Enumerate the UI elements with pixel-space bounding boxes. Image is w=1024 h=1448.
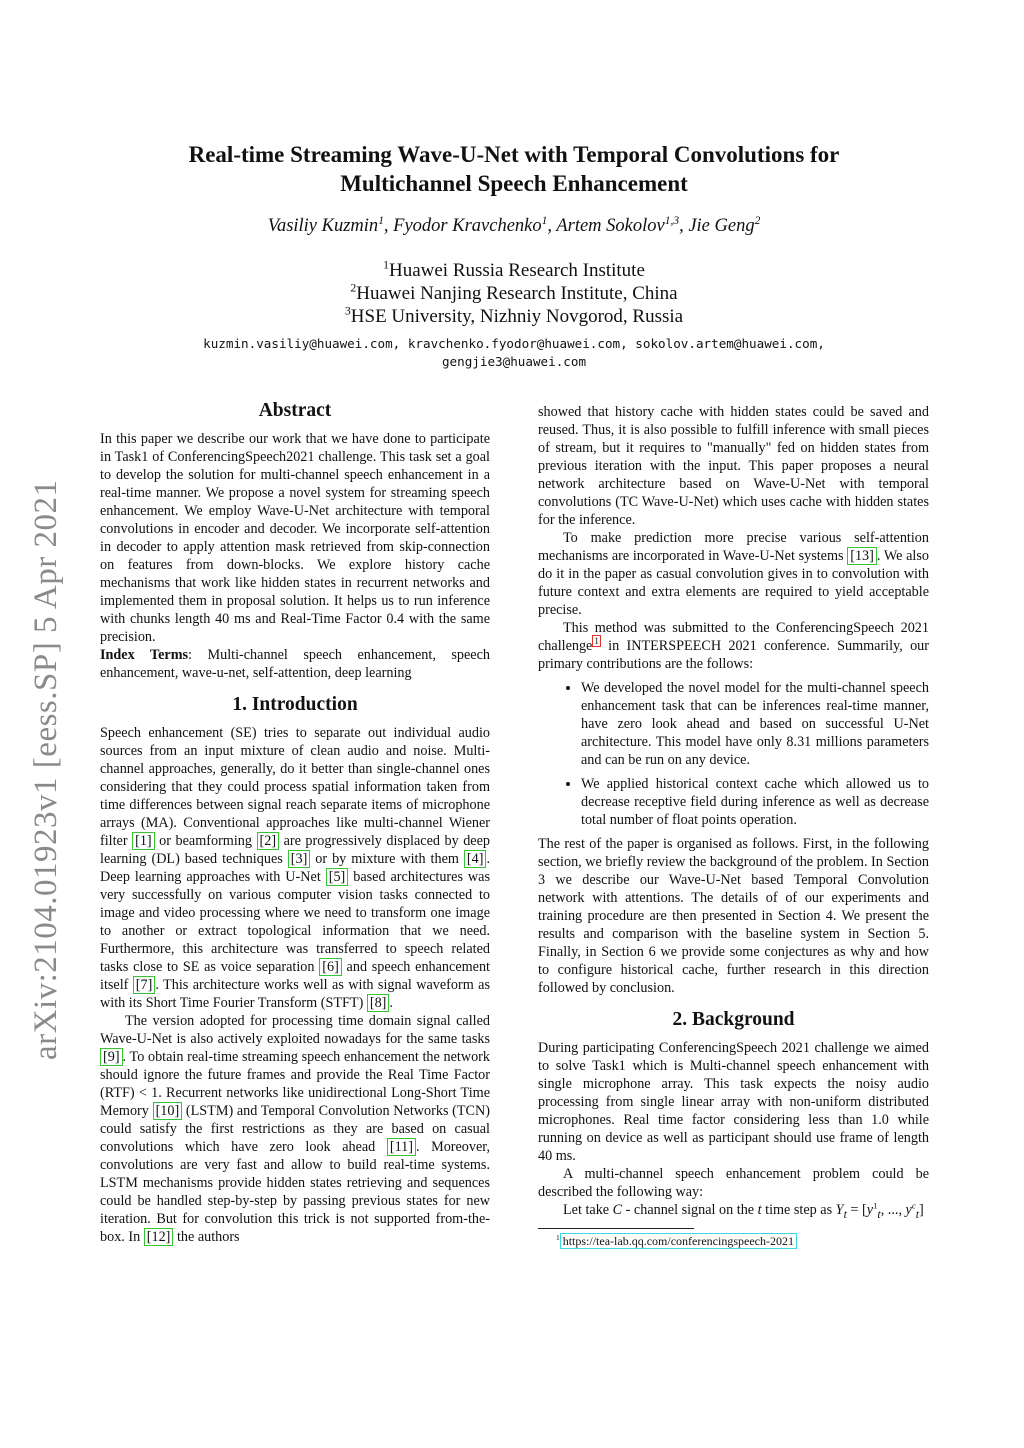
author-name: Vasiliy Kuzmin — [267, 216, 379, 236]
background-heading: 2. Background — [672, 1009, 795, 1030]
intro-paragraph-3: showed that history cache with hidden states could be saved and reused. Thus, it is also possible to fulfill inference with small pieces of stream, but it requires to "manually" fed on hidden states from previous iteration with the input. This paper proposes a neural network architecture based on Wave-U-Net with temporal convolutions (TC Wave-U-Net) which uses cache with hidden states for the inference. — [538, 404, 929, 528]
citation-link[interactable]: [1] — [132, 832, 155, 850]
author-list: Vasiliy Kuzmin$^1$, Fyodor Kravchenko$^1$, Artem Sokolov$^{1,3}$, Jie Geng$^2$ — [267, 214, 761, 236]
citation-link[interactable]: [8] — [367, 994, 390, 1012]
index-terms-label: Index Terms — [100, 647, 189, 663]
intro-paragraph-1: Speech enhancement (SE) tries to separate out individual audio sources from an input mixture of clean audio and noise. Multi-channel approaches, generally, do it better than single-channel ones considering that they could process spatial information taken from time differences between signal reach separate items of microphone arrays (MA). Conventional approaches like multi-channel Wiener filter [1] or beamforming [2] are progressively displaced by deep learning (DL) based techniques [3] or by mixture with them [4] . Deep learning approaches with U-Net [5] based architectures was very successfully on various computer vision tasks connected to image and video processing where we need to transform one image to another or extract topological information that we need. Furthermore, this architecture was transferred to speech related tasks close to SE as voice separation [6] and speech enhancement itself [7] . This architecture works well as with signal waveform as with its Short Time Fourier Transform (STFT) [8] . — [100, 725, 490, 1011]
background-paragraph-2: A multi-channel speech enhancement problem could be described the following way: — [538, 1166, 929, 1200]
author-affil-mark: 2 — [754, 214, 761, 227]
citation-link[interactable]: [2] — [257, 832, 280, 850]
contributions-list — [538, 679, 929, 829]
citation-link[interactable]: [5] — [326, 868, 349, 886]
citation-link[interactable]: [13] — [847, 547, 877, 565]
title-line-2: Multichannel Speech Enhancement — [340, 171, 688, 196]
background-paragraph-1: During participating ConferencingSpeech 2021 challenge we aimed to solve Task1 which is Multi-channel speech enhancement with single microphone array. This task expects the noisy audio processing from single linear array with non-uniform distributed microphones. Real time factor considering less than 1.0 while running on device as well as participant should use frame of length 40 ms. — [538, 1040, 929, 1164]
citation-link[interactable]: [12] — [144, 1228, 174, 1246]
abstract-heading: Abstract — [258, 400, 332, 421]
arxiv-identifier: arXiv:2104.01923v1 [eess.SP] 5 Apr 2021 — [28, 479, 64, 1060]
citation-link[interactable]: [6] — [319, 958, 342, 976]
abstract-text: In this paper we describe our work that we have done to participate in Task1 of ConferencingSpeech2021 challenge. This task set a goal to develop the solution for multi-channel speech enhancement in a real-time manner. We propose a novel system for streaming speech enhancement. We employ Wave-U-Net architecture with temporal convolutions in encoder and decoder. We incorporate self-attention in decoder to apply attention mask retrieved from skip-connection on features from down-blocks. We explore history cache mechanisms that work like hidden states in recurrent networks and implemented them in proposal solution. It helps us to run inference with chunks length 40 ms and Real-Time Factor 0.4 with the same precision. — [100, 431, 490, 645]
citation-link[interactable]: [3] — [288, 850, 311, 868]
citation-link[interactable]: [4] — [464, 850, 487, 868]
list-item: • We applied historical context cache which allowed us to decrease receptive field during inference as well as decrease total number of float points operation. — [581, 775, 929, 829]
index-terms: Index Terms: Multi-channel speech enhancement, speech enhancement, wave-u-net, self-attention, deep learning — [100, 647, 490, 681]
author-affil-mark: 1,3 — [664, 214, 680, 227]
footnote: $^1$ https://tea-lab.qq.com/conferencingspeech-2021 — [538, 1233, 929, 1249]
author-affil-mark: 1 — [541, 214, 548, 227]
footnote-url-link[interactable]: https://tea-lab.qq.com/conferencingspeech-2021 — [560, 1233, 797, 1249]
footnote-divider — [538, 1228, 694, 1229]
email-line: kuzmin.vasiliy@huawei.com, kravchenko.fyodor@huawei.com, sokolov.artem@huawei.com, — [203, 336, 825, 351]
intro-paragraph-5: This method was submitted to the ConferencingSpeech 2021 challenge $^1$ in INTERSPEECH 2021 conference. Summarily, our primary contributions are the follows: — [538, 620, 929, 672]
affiliation: $^3$HSE University, Nizhniy Novgorod, Russia — [344, 304, 684, 327]
author-affil-mark: 1 — [378, 214, 384, 227]
intro-paragraph-6: The rest of the paper is organised as follows. First, in the following section, we briefly review the background of the problem. In Section 3 we describe our Wave-U-Net based Temporal Convolution network with attentions. The details of of our experiments and training procedure are then presented in Section 4. We present the results and comparison with the baseline system in Section 5. Finally, in Section 6 we provide some conjectures as why and how to configure historical cache, further research in this direction followed by conclusion. — [538, 836, 929, 996]
citation-link[interactable]: [10] — [153, 1102, 183, 1120]
author-name: Jie Geng — [688, 216, 755, 236]
email-line: gengjie3@huawei.com — [441, 354, 587, 369]
title-line-1: Real-time Streaming Wave-U-Net with Temporal Convolutions for — [188, 142, 840, 167]
left-column — [100, 398, 490, 1246]
list-item: • We developed the novel model for the multi-channel speech enhancement task that can be inferences real-time manner, have zero look ahead and based on successful U-Net architecture. This model have only 8.31 millions parameters and can be run on any device. — [581, 679, 929, 769]
affiliation: $^2$Huawei Nanjing Research Institute, China — [350, 281, 678, 304]
citation-link[interactable]: [11] — [387, 1138, 416, 1156]
affiliations — [100, 259, 928, 328]
paper-title — [100, 140, 928, 198]
footnote-link[interactable]: 1 — [594, 636, 599, 647]
author-emails — [100, 335, 928, 371]
background-paragraph-3: Let take C - channel signal on the t time step as $Y_t = [y^1_t$, ..., $y^c_t$] — [563, 1200, 924, 1221]
introduction-heading: 1. Introduction — [232, 694, 358, 715]
author-name: Artem Sokolov — [556, 216, 665, 236]
citation-link[interactable]: [7] — [133, 976, 156, 994]
intro-paragraph-4: To make prediction more precise various self-attention mechanisms are incorporated in Wave-U-Net systems [13] . We also do it in the paper as casual convolution gives in to convolution with future context and extra elements are required to yield acceptable precise. — [538, 530, 929, 618]
citation-link[interactable]: [9] — [100, 1048, 123, 1066]
intro-paragraph-2: The version adopted for processing time domain signal called Wave-U-Net is also actively exploited nowadays for the same tasks [9] . To obtain real-time streaming speech enhancement the network should ignore the future frames and provide the Real Time Factor (RTF) < 1. Recurrent networks like unidirectional Long-Short Time Memory [10] (LSTM) and Temporal Convolution Networks (TCN) could satisfy the first restrictions as they are based on casual convolutions which have zero look ahead [11] . Moreover, convolutions are very fast and allow to build real-time systems. LSTM mechanisms provide hidden states retrieving and sequences could be handled step-by-step by passing previous states for new iteration. But for convolution this trick is not supported from-the-box. In [12] the authors — [100, 1013, 490, 1245]
author-name: Fyodor Kravchenko — [393, 216, 542, 236]
affiliation: $^1$Huawei Russia Research Institute — [383, 258, 645, 281]
right-column — [538, 403, 929, 1249]
